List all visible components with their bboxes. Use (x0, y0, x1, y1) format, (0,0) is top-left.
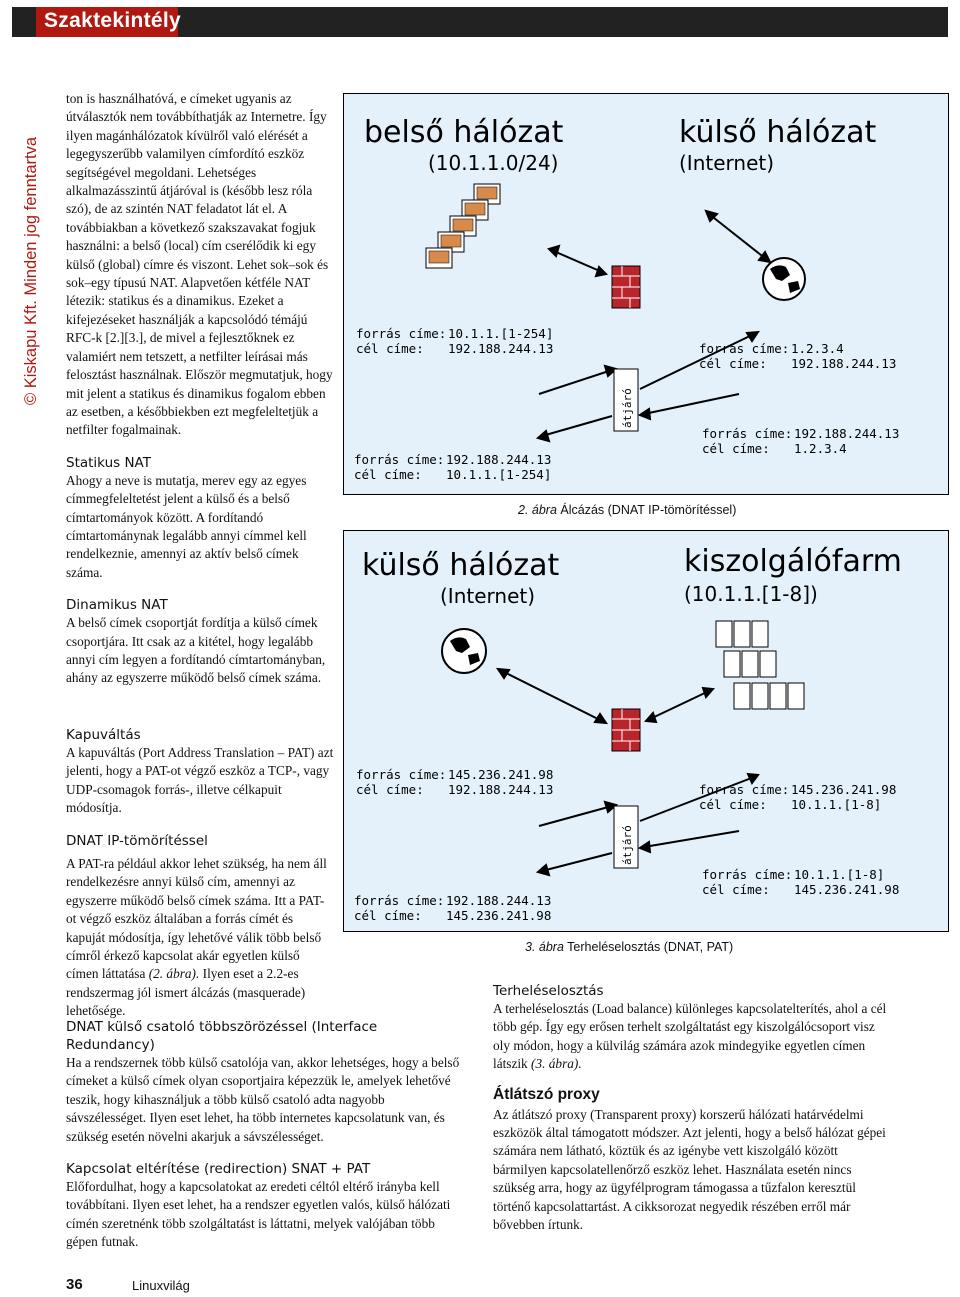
fig2-in-src-label: forrás címe: (356, 326, 447, 341)
page-number: 36 (66, 1276, 83, 1293)
figure-3-caption (525, 940, 733, 954)
lb-figure-ref: (3. ábra). (531, 1056, 582, 1072)
firewall-icon (612, 266, 640, 308)
fig2-out-src: 1.2.3.4 (791, 341, 844, 356)
fig2-ret-dst-label: cél címe: (354, 467, 422, 482)
proxy-heading: Átlátszó proxy (493, 1085, 600, 1103)
iface-heading: DNAT külső csatoló többszörözéssel (Interface Redundancy) (66, 1019, 378, 1053)
figure-2-caption (518, 503, 736, 517)
fig2-in-dst: 192.188.244.13 (448, 341, 554, 356)
fig2-back-dst-label: cél címe: (702, 441, 770, 456)
fig2-ret-src: 192.188.244.13 (446, 452, 552, 467)
lb-heading: Terheléselosztás (493, 983, 604, 999)
fig3-back-src: 10.1.1.[1-8] (794, 867, 885, 882)
fig3-left-title: külső hálózat (362, 548, 560, 583)
dnat-heading: DNAT IP-tömörítéssel (66, 832, 208, 849)
dnat-text (66, 855, 334, 1021)
fig3-gateway-label: átjáró (621, 825, 634, 865)
left-column-lower (66, 726, 334, 850)
globe-icon (763, 258, 805, 300)
magazine-name: Linuxvilág (132, 1278, 190, 1293)
fig2-out-dst-label: cél címe: (699, 356, 767, 371)
fig3-back-dst-label: cél címe: (702, 882, 770, 897)
firewall-icon (612, 709, 640, 751)
globe-icon (442, 629, 486, 673)
fig3-out-src-label: forrás címe: (699, 782, 790, 797)
static-nat-text: Ahogy a neve is mutatja, merev egy az egyes címmegfeleltetést jelent a külső és a belső címtartományok között. A fordítandó címtartománynak legalább annyi címmel kell rendelkeznie, amennyi az aktív belső címek száma. (66, 472, 307, 580)
pat-heading: Kapuváltás (66, 727, 141, 743)
dynamic-nat-heading: Dinamikus NAT (66, 597, 168, 614)
fig3-out-src: 145.236.241.98 (791, 782, 897, 797)
section-header (0, 0, 960, 42)
figure-2-drawing (344, 94, 948, 494)
right-column (493, 982, 895, 1234)
proxy-text: Az átlátszó proxy (Transparent proxy) korszerű hálózati határvédelmi eszközök által támogatott módszer. Azt jelenti, hogy a belső hálózat gépei számára nem látható, köztük és az igénybe vett kiszolgáló között bármilyen kapcsolatellenőrző eszköz lehet. Használata esetén nincs szükség arra, hogy az ügyfélprogram támogassa a tűzfalon keresztül történő kapcsolattartást. A cikksorozat negyedik részében erről már bővebben írtunk. (493, 1106, 886, 1233)
fig3-right-title: kiszolgálófarm (684, 544, 902, 579)
dnat-figure-ref: (2. ábra). (148, 966, 200, 982)
redir-text: Előfordulhat, hogy a kapcsolatokat az eredeti céltól eltérő irányba kell továbbítani. Ilyen eset lehet, ha a rendszer egyetlen valós, külső hálózati címén szeretnénk több szolgáltatást is láttatni, melyek valójában több gépen futnak. (66, 1179, 451, 1250)
fig3-right-sub: (10.1.1.[1-8]) (684, 582, 818, 606)
fig2-left-title: belső hálózat (364, 115, 564, 150)
fig2-ret-dst: 10.1.1.[1-254] (446, 467, 552, 482)
fig2-gateway-label: átjáró (621, 388, 634, 428)
fig3-ret-dst: 145.236.241.98 (446, 908, 552, 923)
server-farm-icon (716, 621, 804, 709)
fig2-right-title: külső hálózat (679, 115, 877, 150)
fig3-caption-text: Terheléselosztás (DNAT, PAT) (567, 940, 734, 954)
fig2-out-dst: 192.188.244.13 (791, 356, 897, 371)
pat-text: A kapuváltás (Port Address Translation – PAT) azt jelenti, hogy a PAT-ot végző eszköz a TCP-, vagy UDP-csomagok forrás-, illetve célkapuit módosítja. (66, 745, 334, 816)
fig3-ret-src: 192.188.244.13 (446, 893, 552, 908)
lb-body: A terheléselosztás (Load balance) különleges kapcsolatelterítés, ahol a cél több gép. Így egy erősen terhelt szolgáltatást egy kiszolgálócsoport visz oly módon, hogy a külvilág számára azok mindegyike egyetlen címen látszik (493, 1001, 887, 1072)
fig3-left-sub: (Internet) (440, 584, 536, 608)
intro-paragraph: ton is használhatóvá, e címeket ugyanis az útválasztók nem továbbíthatják az Internetre. Így ilyen magánhálózatok kívülről való elérését a legegyszerűbb valamilyen címfordító eszköz segítségével megoldani. Lehetséges alkalmazásszintű átjáróval is (később lesz róla szó), de az szintén NAT feladatot lát el. A továbbiakban a következő szakszavakat fogjuk használni: a belső (local) cím cserélődik ki egy külső (global) címre és viszont. Lehet sok–sok és sok–egy típusú NAT. Alapvetően kétféle NAT létezik: statikus és a dinamikus. Ezeket a kifejezéseket használják a kapcsolódó témájú RFC-k [2.][3.], de mivel a fejlesztőknek ez valamiért nem tetszett, a netfilter leírásai más felosztást használnak. Először megmutatjuk, hogy mit jelent a statikus és dinamikus fogalom ebben az esetben, a későbbiekben ezt megfeleltetjük a netfilter fogalmainak. (66, 91, 333, 438)
figure-3 (343, 530, 949, 932)
fig2-back-src-label: forrás címe: (702, 426, 793, 441)
section-title: Szaktekintély (44, 9, 181, 32)
left-column (66, 90, 334, 688)
fig2-caption-num: 2. ábra (518, 503, 557, 517)
fig3-in-dst: 192.188.244.13 (448, 782, 554, 797)
iface-text: Ha a rendszernek több külső csatolója van, akkor lehetséges, hogy a belső címeket a külső címek olyan csoportjaira képezzük le, amelyek lehetővé teszik, hogy kihasználjuk a több külső csatoló adta nagyobb sávszélességet. Ilyen eset lehet, ha több internetes kapcsolatunk van, és szükség esetén növelni akarjuk a sávszélességet. (66, 1055, 460, 1144)
fig3-in-src-label: forrás címe: (356, 767, 447, 782)
dnat-body: A PAT-ra például akkor lehet szükség, ha nem áll rendelkezésre annyi külső cím, amennyi az egyszerre működő belső címek száma. Itt a PAT-ot végző eszköz általában a forrás címét és kapuját módosítja, így lehetővé válik több belső címről érkező kapcsolat akár egyetlen külső címen láttatása (66, 856, 327, 982)
fig3-back-src-label: forrás címe: (702, 867, 793, 882)
fig3-in-dst-label: cél címe: (356, 782, 424, 797)
figure-3-drawing (344, 531, 948, 931)
figure-2 (343, 93, 949, 495)
fig2-in-dst-label: cél címe: (356, 341, 424, 356)
fig2-back-src: 192.188.244.13 (794, 426, 900, 441)
fig3-out-dst-label: cél címe: (699, 797, 767, 812)
fig2-ret-src-label: forrás címe: (354, 452, 445, 467)
dnat-tail: Ilyen eset a 2.2-es rendszermag jól ismert álcázás (masquerade) lehetősége. (66, 966, 306, 1019)
static-nat-heading: Statikus NAT (66, 454, 151, 471)
fig2-left-sub: (10.1.1.0/24) (428, 151, 559, 175)
fig3-caption-num: 3. ábra (525, 940, 564, 954)
fig2-caption-text: Álcázás (DNAT IP-tömörítéssel) (560, 503, 737, 517)
lb-text (493, 1000, 895, 1074)
fig3-ret-dst-label: cél címe: (354, 908, 422, 923)
copyright-notice: © Kiskapu Kft. Minden jog fenntartva (22, 136, 40, 405)
fig3-out-dst: 10.1.1.[1-8] (791, 797, 882, 812)
fig3-ret-src-label: forrás címe: (354, 893, 445, 908)
redir-heading: Kapcsolat eltérítése (redirection) SNAT + PAT (66, 1161, 371, 1178)
fig3-back-dst: 145.236.241.98 (794, 882, 900, 897)
fig2-out-src-label: forrás címe: (699, 341, 790, 356)
lower-left-column (66, 1018, 466, 1252)
fig2-right-sub: (Internet) (679, 151, 775, 175)
fig2-arrows (538, 211, 770, 441)
fig2-back-dst: 1.2.3.4 (794, 441, 847, 456)
fig3-in-src: 145.236.241.98 (448, 767, 554, 782)
dynamic-nat-text: A belső címek csoportját fordítja a külső címek csoportjára. Itt csak az a kitétel, hogy legalább annyi cím legyen a fordítandó címtartományban, ahány az egyszerre működő belső címek száma. (66, 615, 326, 686)
fig2-in-src: 10.1.1.[1-254] (448, 326, 554, 341)
computer-stack-icon (426, 184, 500, 268)
